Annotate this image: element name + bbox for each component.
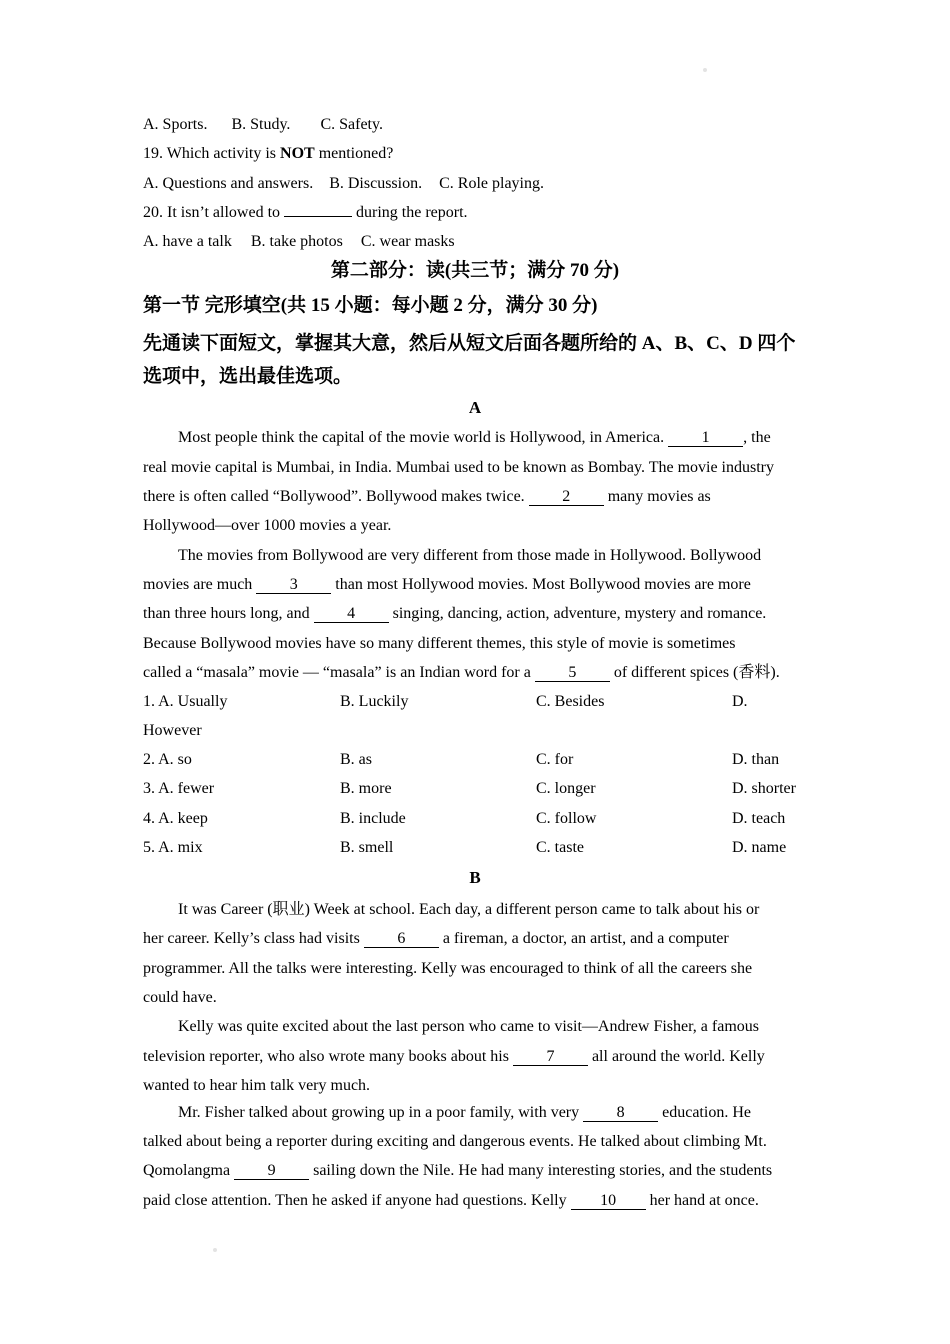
- text-line: [143, 110, 807, 139]
- text-run: 20. It isn’t allowed to: [143, 203, 285, 221]
- option-cell: D.: [732, 693, 748, 711]
- option-cell: B. Luckily: [340, 693, 409, 711]
- blank-field: 9: [234, 1162, 309, 1180]
- option-cell: B. smell: [340, 838, 394, 856]
- text-run: her career. Kelly’s class had visits: [143, 930, 364, 948]
- part2-heading: 第二部分：读(共三节；满分 70 分): [330, 260, 620, 282]
- text-run: The movies from Bollywood are very different from those made in Hollywood. Bollywood: [178, 546, 762, 564]
- option-cell: 1. A. Usually: [143, 693, 228, 711]
- spacer: [343, 245, 361, 246]
- bold-text: NOT: [280, 145, 315, 163]
- option-cell: C. for: [536, 751, 574, 769]
- option-cell: 2. A. so: [143, 751, 192, 769]
- passage-b-label: B: [469, 867, 481, 887]
- blank-field: [284, 199, 352, 217]
- text-line: [143, 570, 807, 599]
- blank-field: 6: [364, 930, 439, 948]
- passage-a-label: A: [468, 398, 482, 418]
- text-line: [143, 983, 807, 1012]
- blank-field: 8: [583, 1104, 658, 1122]
- text-line: [143, 1098, 807, 1127]
- text-line: [143, 541, 807, 570]
- text-line: [143, 658, 807, 687]
- text-run: C. Role playing.: [439, 174, 544, 192]
- text-run: movies are much: [143, 575, 257, 593]
- cloze-options-table: [143, 687, 807, 862]
- text-run: many movies as: [603, 488, 711, 506]
- text-run: paid close attention. Then he asked if anyone had questions. Kelly: [143, 1191, 571, 1209]
- section1-heading: 第一节 完形填空(共 15 小题：每小题 2 分，满分 30 分): [143, 295, 598, 317]
- text-run: mentioned?: [314, 145, 394, 163]
- passage-b-paragraph-3: [143, 1098, 807, 1216]
- blank-field: 7: [513, 1048, 588, 1066]
- spacer: [313, 187, 329, 188]
- options-row: [143, 804, 807, 833]
- text-line: [143, 895, 807, 924]
- option-cell: 3. A. fewer: [143, 780, 215, 798]
- option-cell: C. longer: [536, 780, 596, 798]
- text-line: [143, 139, 807, 168]
- text-run: Kelly was quite excited about the last person who came to visit—Andrew Fisher, a famous: [178, 1018, 759, 1036]
- text-line: [143, 1127, 807, 1156]
- scan-smudge-bottom: [213, 1248, 217, 1252]
- listening-questions-block: [143, 110, 807, 256]
- text-run: wanted to hear him talk very much.: [143, 1077, 371, 1095]
- instructions-line-1: 先通读下面短文，掌握其大意，然后从短文后面各题所给的 A、B、C、D 四个: [143, 333, 796, 355]
- blank-field: 4: [314, 605, 389, 623]
- text-run: programmer. All the talks were interesting. Kelly was encouraged to think of all the careers she: [143, 959, 753, 977]
- text-run: B. take photos: [250, 233, 343, 251]
- text-run: of different spices (香料).: [609, 663, 780, 681]
- spacer: [232, 245, 251, 246]
- text-run: sailing down the Nile. He had many interesting stories, and the students: [309, 1162, 773, 1180]
- text-run: C. wear masks: [360, 233, 455, 251]
- text-line: [143, 511, 807, 540]
- option-cell: 5. A. mix: [143, 838, 203, 856]
- spacer: [422, 187, 439, 188]
- option-cell: B. more: [340, 780, 392, 798]
- options-row: [143, 833, 807, 862]
- option-cell: 4. A. keep: [143, 809, 208, 827]
- text-run: real movie capital is Mumbai, in India. Mumbai used to be known as Bombay. The movie industry: [143, 458, 774, 476]
- text-line: [143, 169, 807, 198]
- text-run: Most people think the capital of the movie world is Hollywood, in America.: [178, 429, 669, 447]
- text-run: television reporter, who also wrote many books about his: [143, 1047, 513, 1065]
- text-run: singing, dancing, action, adventure, mystery and romance.: [388, 605, 767, 623]
- passage-a-paragraph-1: [143, 423, 807, 540]
- text-run: than three hours long, and: [143, 605, 314, 623]
- text-run: education. He: [658, 1103, 751, 1121]
- text-run: all around the world. Kelly: [587, 1047, 765, 1065]
- text-run: talked about being a reporter during exciting and dangerous events. He talked about climbing Mt.: [143, 1132, 767, 1150]
- option-cell: D. than: [732, 751, 780, 769]
- text-run: than most Hollywood movies. Most Bollywood movies are more: [331, 575, 751, 593]
- option-cell: C. taste: [536, 838, 584, 856]
- blank-field: 10: [571, 1192, 646, 1210]
- option-cell: C. Besides: [536, 693, 605, 711]
- blank-field: 2: [529, 488, 604, 506]
- text-line: [143, 423, 807, 452]
- text-run: during the report.: [352, 203, 468, 221]
- text-line: [143, 227, 807, 256]
- text-run: Qomolangma: [143, 1162, 235, 1180]
- text-line: [143, 453, 807, 482]
- option-cell: B. as: [340, 751, 372, 769]
- text-line: [143, 482, 807, 511]
- text-run: a fireman, a doctor, an artist, and a computer: [438, 930, 729, 948]
- option-cell: D. name: [732, 838, 787, 856]
- text-run: A. have a talk: [143, 233, 232, 251]
- options-row: [143, 716, 807, 745]
- text-run: , the: [743, 429, 771, 447]
- option-cell: B. include: [340, 809, 406, 827]
- text-run: A. Questions and answers.: [143, 174, 314, 192]
- text-run: her hand at once.: [645, 1191, 759, 1209]
- text-line: [143, 1071, 807, 1100]
- text-line: [143, 629, 807, 658]
- text-line: [143, 1186, 807, 1215]
- blank-field: 3: [256, 576, 331, 594]
- blank-field: 1: [668, 429, 743, 447]
- spacer: [207, 128, 231, 129]
- options-row: [143, 774, 807, 803]
- option-cell: D. shorter: [732, 780, 796, 798]
- option-cell: D. teach: [732, 809, 786, 827]
- page-content: [143, 110, 807, 1215]
- text-run: there is often called “Bollywood”. Bollywood makes twice.: [143, 488, 529, 506]
- text-line: [143, 1042, 807, 1071]
- text-line: [143, 1012, 807, 1041]
- text-line: [143, 198, 807, 227]
- text-run: could have.: [143, 988, 217, 1006]
- blank-field: 5: [535, 664, 610, 682]
- option-cell: C. follow: [536, 809, 597, 827]
- passage-b-paragraph-1: [143, 895, 807, 1013]
- text-line: [143, 954, 807, 983]
- text-run: C. Safety.: [320, 116, 383, 133]
- options-row: [143, 687, 807, 716]
- text-run: A. Sports.: [143, 116, 208, 133]
- instructions-line-2: 选项中，选出最佳选项。: [143, 366, 353, 388]
- text-run: Hollywood—over 1000 movies a year.: [143, 517, 392, 535]
- text-run: Because Bollywood movies have so many different themes, this style of movie is sometimes: [143, 634, 736, 652]
- options-row: [143, 745, 807, 774]
- text-line: [143, 1156, 807, 1185]
- scan-smudge-top: [703, 68, 707, 72]
- text-run: B. Discussion.: [329, 174, 423, 192]
- text-line: [143, 924, 807, 953]
- text-run: Mr. Fisher talked about growing up in a poor family, with very: [178, 1103, 584, 1121]
- text-run: It was Career (职业) Week at school. Each day, a different person came to talk about his or: [178, 900, 760, 918]
- spacer: [290, 128, 320, 129]
- passage-b-paragraph-2: [143, 1012, 807, 1100]
- option-cell: However: [143, 722, 202, 740]
- text-run: 19. Which activity is: [143, 145, 281, 163]
- text-line: [143, 599, 807, 628]
- passage-a-paragraph-2: [143, 541, 807, 687]
- text-run: called a “masala” movie — “masala” is an Indian word for a: [143, 663, 535, 681]
- text-run: B. Study.: [231, 116, 291, 133]
